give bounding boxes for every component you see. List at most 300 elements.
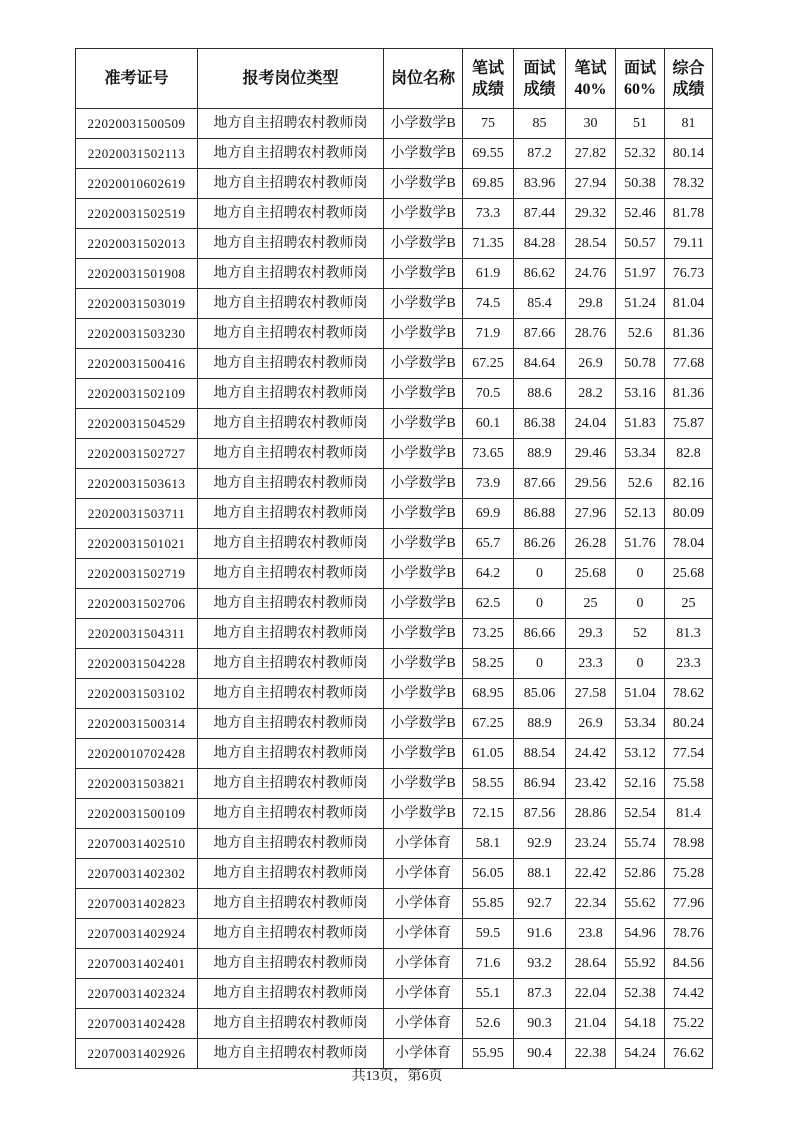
cell-written-40: 22.38 xyxy=(566,1039,616,1069)
cell-position-name: 小学数学B xyxy=(384,139,463,169)
cell-written-40: 26.9 xyxy=(566,709,616,739)
cell-interview-score: 87.44 xyxy=(514,199,566,229)
cell-written-score: 58.1 xyxy=(463,829,514,859)
cell-written-40: 28.86 xyxy=(566,799,616,829)
cell-interview-score: 83.96 xyxy=(514,169,566,199)
cell-exam-id: 22070031402302 xyxy=(76,859,198,889)
table-row xyxy=(76,1039,713,1069)
cell-interview-60: 53.34 xyxy=(616,709,665,739)
cell-interview-60: 54.96 xyxy=(616,919,665,949)
cell-written-score: 55.85 xyxy=(463,889,514,919)
cell-total-score: 75.22 xyxy=(665,1009,713,1039)
cell-interview-score: 92.9 xyxy=(514,829,566,859)
cell-written-40: 27.58 xyxy=(566,679,616,709)
cell-written-score: 58.25 xyxy=(463,649,514,679)
cell-exam-id: 22020031503102 xyxy=(76,679,198,709)
cell-written-score: 72.15 xyxy=(463,799,514,829)
cell-position-type: 地方自主招聘农村教师岗 xyxy=(198,349,384,379)
cell-written-score: 69.55 xyxy=(463,139,514,169)
cell-written-40: 24.42 xyxy=(566,739,616,769)
cell-interview-60: 54.24 xyxy=(616,1039,665,1069)
table-row xyxy=(76,679,713,709)
cell-exam-id: 22070031402401 xyxy=(76,949,198,979)
cell-interview-60: 51.04 xyxy=(616,679,665,709)
col-header-position-type: 报考岗位类型 xyxy=(198,49,384,109)
cell-position-type: 地方自主招聘农村教师岗 xyxy=(198,199,384,229)
cell-interview-60: 53.12 xyxy=(616,739,665,769)
cell-written-40: 29.32 xyxy=(566,199,616,229)
cell-position-name: 小学数学B xyxy=(384,559,463,589)
cell-interview-score: 88.9 xyxy=(514,439,566,469)
cell-position-type: 地方自主招聘农村教师岗 xyxy=(198,139,384,169)
table-body xyxy=(76,109,713,1069)
cell-position-type: 地方自主招聘农村教师岗 xyxy=(198,709,384,739)
cell-position-type: 地方自主招聘农村教师岗 xyxy=(198,109,384,139)
cell-interview-score: 86.62 xyxy=(514,259,566,289)
table-row xyxy=(76,199,713,229)
cell-interview-score: 86.66 xyxy=(514,619,566,649)
table-row xyxy=(76,349,713,379)
cell-exam-id: 22020031503613 xyxy=(76,469,198,499)
table-row xyxy=(76,979,713,1009)
table-row xyxy=(76,559,713,589)
cell-interview-score: 90.4 xyxy=(514,1039,566,1069)
col-header-written-40: 笔试 40% xyxy=(566,49,616,109)
cell-position-name: 小学数学B xyxy=(384,649,463,679)
cell-exam-id: 22020031500109 xyxy=(76,799,198,829)
cell-interview-60: 51.24 xyxy=(616,289,665,319)
cell-interview-score: 93.2 xyxy=(514,949,566,979)
cell-interview-60: 54.18 xyxy=(616,1009,665,1039)
cell-written-score: 73.9 xyxy=(463,469,514,499)
cell-exam-id: 22020010702428 xyxy=(76,739,198,769)
cell-exam-id: 22020031503019 xyxy=(76,289,198,319)
cell-total-score: 82.8 xyxy=(665,439,713,469)
cell-position-type: 地方自主招聘农村教师岗 xyxy=(198,829,384,859)
cell-written-score: 71.6 xyxy=(463,949,514,979)
cell-written-40: 27.96 xyxy=(566,499,616,529)
table-row xyxy=(76,619,713,649)
cell-position-name: 小学数学B xyxy=(384,259,463,289)
cell-position-type: 地方自主招聘农村教师岗 xyxy=(198,529,384,559)
cell-written-40: 22.04 xyxy=(566,979,616,1009)
cell-exam-id: 22020010602619 xyxy=(76,169,198,199)
cell-total-score: 77.68 xyxy=(665,349,713,379)
cell-exam-id: 22020031502109 xyxy=(76,379,198,409)
cell-position-type: 地方自主招聘农村教师岗 xyxy=(198,649,384,679)
cell-interview-score: 85 xyxy=(514,109,566,139)
table-row xyxy=(76,709,713,739)
cell-total-score: 82.16 xyxy=(665,469,713,499)
col-header-interview-score: 面试 成绩 xyxy=(514,49,566,109)
cell-position-name: 小学数学B xyxy=(384,169,463,199)
cell-written-40: 26.28 xyxy=(566,529,616,559)
cell-written-40: 27.94 xyxy=(566,169,616,199)
cell-position-type: 地方自主招聘农村教师岗 xyxy=(198,469,384,499)
cell-total-score: 84.56 xyxy=(665,949,713,979)
cell-interview-60: 52 xyxy=(616,619,665,649)
cell-written-score: 74.5 xyxy=(463,289,514,319)
cell-written-40: 27.82 xyxy=(566,139,616,169)
cell-total-score: 81.04 xyxy=(665,289,713,319)
cell-written-score: 62.5 xyxy=(463,589,514,619)
cell-interview-score: 87.66 xyxy=(514,319,566,349)
cell-total-score: 78.04 xyxy=(665,529,713,559)
cell-written-score: 69.9 xyxy=(463,499,514,529)
cell-interview-60: 50.78 xyxy=(616,349,665,379)
cell-total-score: 25 xyxy=(665,589,713,619)
cell-position-name: 小学数学B xyxy=(384,679,463,709)
cell-interview-60: 52.13 xyxy=(616,499,665,529)
cell-interview-60: 0 xyxy=(616,589,665,619)
cell-written-score: 55.95 xyxy=(463,1039,514,1069)
cell-written-40: 23.8 xyxy=(566,919,616,949)
cell-exam-id: 22020031504529 xyxy=(76,409,198,439)
cell-interview-score: 0 xyxy=(514,589,566,619)
cell-interview-60: 52.16 xyxy=(616,769,665,799)
cell-total-score: 78.32 xyxy=(665,169,713,199)
col-header-total-score: 综合 成绩 xyxy=(665,49,713,109)
cell-total-score: 80.24 xyxy=(665,709,713,739)
cell-position-type: 地方自主招聘农村教师岗 xyxy=(198,379,384,409)
cell-exam-id: 22020031502113 xyxy=(76,139,198,169)
cell-exam-id: 22020031501908 xyxy=(76,259,198,289)
cell-position-name: 小学体育 xyxy=(384,1039,463,1069)
cell-position-type: 地方自主招聘农村教师岗 xyxy=(198,259,384,289)
table-row xyxy=(76,469,713,499)
cell-interview-60: 52.6 xyxy=(616,469,665,499)
cell-interview-60: 52.54 xyxy=(616,799,665,829)
cell-interview-score: 86.38 xyxy=(514,409,566,439)
cell-interview-60: 55.74 xyxy=(616,829,665,859)
cell-position-name: 小学体育 xyxy=(384,889,463,919)
cell-interview-score: 87.66 xyxy=(514,469,566,499)
cell-written-40: 29.56 xyxy=(566,469,616,499)
cell-interview-60: 50.57 xyxy=(616,229,665,259)
table-row xyxy=(76,889,713,919)
page-number-footer: 共13页，第6页 xyxy=(351,1069,443,1084)
cell-position-name: 小学数学B xyxy=(384,349,463,379)
table-row xyxy=(76,379,713,409)
cell-interview-score: 85.06 xyxy=(514,679,566,709)
table-row xyxy=(76,769,713,799)
table-row xyxy=(76,319,713,349)
cell-written-score: 71.9 xyxy=(463,319,514,349)
cell-written-score: 52.6 xyxy=(463,1009,514,1039)
cell-position-type: 地方自主招聘农村教师岗 xyxy=(198,919,384,949)
cell-written-score: 65.7 xyxy=(463,529,514,559)
cell-interview-score: 87.56 xyxy=(514,799,566,829)
cell-position-name: 小学体育 xyxy=(384,859,463,889)
cell-exam-id: 22070031402510 xyxy=(76,829,198,859)
cell-interview-score: 85.4 xyxy=(514,289,566,319)
table-row xyxy=(76,589,713,619)
cell-position-name: 小学数学B xyxy=(384,739,463,769)
cell-interview-score: 88.54 xyxy=(514,739,566,769)
col-header-exam-id: 准考证号 xyxy=(76,49,198,109)
table-row xyxy=(76,499,713,529)
cell-interview-60: 51 xyxy=(616,109,665,139)
cell-interview-score: 86.94 xyxy=(514,769,566,799)
cell-interview-score: 0 xyxy=(514,559,566,589)
cell-position-type: 地方自主招聘农村教师岗 xyxy=(198,499,384,529)
cell-interview-60: 0 xyxy=(616,649,665,679)
cell-interview-60: 53.34 xyxy=(616,439,665,469)
cell-written-score: 60.1 xyxy=(463,409,514,439)
cell-interview-score: 86.88 xyxy=(514,499,566,529)
cell-written-40: 22.42 xyxy=(566,859,616,889)
cell-position-type: 地方自主招聘农村教师岗 xyxy=(198,559,384,589)
cell-interview-60: 50.38 xyxy=(616,169,665,199)
cell-total-score: 81.78 xyxy=(665,199,713,229)
cell-written-score: 59.5 xyxy=(463,919,514,949)
cell-position-type: 地方自主招聘农村教师岗 xyxy=(198,1039,384,1069)
cell-total-score: 78.62 xyxy=(665,679,713,709)
cell-exam-id: 22020031503230 xyxy=(76,319,198,349)
cell-position-name: 小学数学B xyxy=(384,799,463,829)
cell-interview-score: 90.3 xyxy=(514,1009,566,1039)
cell-written-40: 22.34 xyxy=(566,889,616,919)
col-header-interview-60: 面试 60% xyxy=(616,49,665,109)
cell-position-type: 地方自主招聘农村教师岗 xyxy=(198,589,384,619)
cell-total-score: 78.98 xyxy=(665,829,713,859)
cell-position-name: 小学体育 xyxy=(384,1009,463,1039)
cell-written-score: 67.25 xyxy=(463,709,514,739)
cell-position-type: 地方自主招聘农村教师岗 xyxy=(198,679,384,709)
cell-position-name: 小学数学B xyxy=(384,109,463,139)
cell-position-name: 小学数学B xyxy=(384,229,463,259)
table-row xyxy=(76,439,713,469)
cell-written-score: 67.25 xyxy=(463,349,514,379)
cell-written-score: 55.1 xyxy=(463,979,514,1009)
cell-written-score: 73.3 xyxy=(463,199,514,229)
table-row xyxy=(76,409,713,439)
table-row xyxy=(76,949,713,979)
cell-interview-score: 0 xyxy=(514,649,566,679)
cell-position-name: 小学数学B xyxy=(384,199,463,229)
cell-total-score: 81.4 xyxy=(665,799,713,829)
col-header-position-name: 岗位名称 xyxy=(384,49,463,109)
cell-exam-id: 22020031501021 xyxy=(76,529,198,559)
cell-total-score: 76.73 xyxy=(665,259,713,289)
cell-written-40: 28.64 xyxy=(566,949,616,979)
cell-exam-id: 22070031402823 xyxy=(76,889,198,919)
cell-position-name: 小学体育 xyxy=(384,919,463,949)
table-row xyxy=(76,169,713,199)
cell-exam-id: 22070031402324 xyxy=(76,979,198,1009)
table-row xyxy=(76,799,713,829)
cell-total-score: 80.14 xyxy=(665,139,713,169)
cell-total-score: 74.42 xyxy=(665,979,713,1009)
cell-written-40: 29.8 xyxy=(566,289,616,319)
cell-exam-id: 22070031402924 xyxy=(76,919,198,949)
cell-exam-id: 22070031402428 xyxy=(76,1009,198,1039)
cell-interview-score: 84.28 xyxy=(514,229,566,259)
table-row xyxy=(76,109,713,139)
cell-total-score: 75.28 xyxy=(665,859,713,889)
score-table xyxy=(75,48,713,1069)
cell-exam-id: 22020031500509 xyxy=(76,109,198,139)
cell-written-score: 71.35 xyxy=(463,229,514,259)
cell-written-40: 29.3 xyxy=(566,619,616,649)
cell-position-type: 地方自主招聘农村教师岗 xyxy=(198,859,384,889)
cell-written-40: 25 xyxy=(566,589,616,619)
cell-total-score: 75.58 xyxy=(665,769,713,799)
cell-written-40: 25.68 xyxy=(566,559,616,589)
cell-written-40: 28.76 xyxy=(566,319,616,349)
cell-interview-score: 84.64 xyxy=(514,349,566,379)
table-row xyxy=(76,829,713,859)
cell-exam-id: 22020031502727 xyxy=(76,439,198,469)
cell-written-40: 26.9 xyxy=(566,349,616,379)
cell-total-score: 79.11 xyxy=(665,229,713,259)
cell-interview-score: 86.26 xyxy=(514,529,566,559)
cell-total-score: 81.3 xyxy=(665,619,713,649)
cell-position-name: 小学数学B xyxy=(384,589,463,619)
cell-exam-id: 22020031502706 xyxy=(76,589,198,619)
cell-exam-id: 22020031502719 xyxy=(76,559,198,589)
cell-total-score: 80.09 xyxy=(665,499,713,529)
cell-interview-60: 52.86 xyxy=(616,859,665,889)
cell-interview-60: 51.83 xyxy=(616,409,665,439)
cell-interview-60: 52.32 xyxy=(616,139,665,169)
cell-written-40: 23.3 xyxy=(566,649,616,679)
cell-position-type: 地方自主招聘农村教师岗 xyxy=(198,979,384,1009)
cell-position-type: 地方自主招聘农村教师岗 xyxy=(198,229,384,259)
cell-total-score: 81.36 xyxy=(665,319,713,349)
cell-position-name: 小学数学B xyxy=(384,439,463,469)
cell-interview-60: 51.76 xyxy=(616,529,665,559)
cell-written-score: 61.9 xyxy=(463,259,514,289)
cell-position-type: 地方自主招聘农村教师岗 xyxy=(198,319,384,349)
cell-written-score: 58.55 xyxy=(463,769,514,799)
cell-position-type: 地方自主招聘农村教师岗 xyxy=(198,439,384,469)
cell-position-name: 小学数学B xyxy=(384,469,463,499)
table-row xyxy=(76,1009,713,1039)
table-row xyxy=(76,529,713,559)
table-row xyxy=(76,859,713,889)
cell-total-score: 23.3 xyxy=(665,649,713,679)
cell-written-40: 23.24 xyxy=(566,829,616,859)
cell-interview-60: 0 xyxy=(616,559,665,589)
cell-interview-60: 52.46 xyxy=(616,199,665,229)
cell-position-name: 小学数学B xyxy=(384,289,463,319)
col-header-written-score: 笔试 成绩 xyxy=(463,49,514,109)
cell-interview-score: 92.7 xyxy=(514,889,566,919)
cell-written-40: 24.76 xyxy=(566,259,616,289)
cell-interview-score: 91.6 xyxy=(514,919,566,949)
table-row xyxy=(76,289,713,319)
cell-total-score: 75.87 xyxy=(665,409,713,439)
cell-exam-id: 22020031503711 xyxy=(76,499,198,529)
cell-written-40: 21.04 xyxy=(566,1009,616,1039)
cell-position-type: 地方自主招聘农村教师岗 xyxy=(198,619,384,649)
cell-position-type: 地方自主招聘农村教师岗 xyxy=(198,1009,384,1039)
cell-total-score: 77.54 xyxy=(665,739,713,769)
cell-position-name: 小学数学B xyxy=(384,499,463,529)
cell-exam-id: 22020031503821 xyxy=(76,769,198,799)
cell-position-type: 地方自主招聘农村教师岗 xyxy=(198,169,384,199)
cell-position-type: 地方自主招聘农村教师岗 xyxy=(198,799,384,829)
cell-exam-id: 22020031500416 xyxy=(76,349,198,379)
table-row xyxy=(76,919,713,949)
cell-written-score: 69.85 xyxy=(463,169,514,199)
cell-position-type: 地方自主招聘农村教师岗 xyxy=(198,289,384,319)
cell-position-name: 小学数学B xyxy=(384,709,463,739)
cell-written-40: 30 xyxy=(566,109,616,139)
cell-interview-60: 53.16 xyxy=(616,379,665,409)
table-row xyxy=(76,139,713,169)
cell-written-score: 73.25 xyxy=(463,619,514,649)
cell-interview-60: 52.38 xyxy=(616,979,665,1009)
cell-position-name: 小学体育 xyxy=(384,949,463,979)
cell-interview-score: 88.6 xyxy=(514,379,566,409)
cell-written-score: 56.05 xyxy=(463,859,514,889)
cell-interview-60: 55.92 xyxy=(616,949,665,979)
cell-position-name: 小学数学B xyxy=(384,529,463,559)
cell-position-name: 小学体育 xyxy=(384,979,463,1009)
table-row xyxy=(76,259,713,289)
cell-total-score: 81 xyxy=(665,109,713,139)
cell-interview-score: 88.1 xyxy=(514,859,566,889)
cell-written-score: 75 xyxy=(463,109,514,139)
cell-position-name: 小学数学B xyxy=(384,619,463,649)
cell-position-type: 地方自主招聘农村教师岗 xyxy=(198,409,384,439)
cell-total-score: 78.76 xyxy=(665,919,713,949)
cell-position-name: 小学数学B xyxy=(384,379,463,409)
table-row xyxy=(76,229,713,259)
cell-position-name: 小学数学B xyxy=(384,769,463,799)
cell-exam-id: 22020031500314 xyxy=(76,709,198,739)
cell-exam-id: 22070031402926 xyxy=(76,1039,198,1069)
cell-exam-id: 22020031502013 xyxy=(76,229,198,259)
cell-position-name: 小学数学B xyxy=(384,409,463,439)
cell-exam-id: 22020031504228 xyxy=(76,649,198,679)
cell-written-score: 70.5 xyxy=(463,379,514,409)
cell-interview-60: 52.6 xyxy=(616,319,665,349)
cell-position-name: 小学数学B xyxy=(384,319,463,349)
table-row xyxy=(76,739,713,769)
cell-exam-id: 22020031504311 xyxy=(76,619,198,649)
cell-position-type: 地方自主招聘农村教师岗 xyxy=(198,889,384,919)
cell-interview-score: 88.9 xyxy=(514,709,566,739)
cell-written-score: 68.95 xyxy=(463,679,514,709)
cell-position-type: 地方自主招聘农村教师岗 xyxy=(198,739,384,769)
cell-total-score: 81.36 xyxy=(665,379,713,409)
cell-total-score: 77.96 xyxy=(665,889,713,919)
table-header-row xyxy=(76,49,713,109)
cell-written-score: 64.2 xyxy=(463,559,514,589)
cell-interview-60: 51.97 xyxy=(616,259,665,289)
cell-interview-60: 55.62 xyxy=(616,889,665,919)
cell-written-score: 73.65 xyxy=(463,439,514,469)
cell-interview-score: 87.2 xyxy=(514,139,566,169)
cell-total-score: 76.62 xyxy=(665,1039,713,1069)
cell-written-40: 28.2 xyxy=(566,379,616,409)
cell-position-name: 小学体育 xyxy=(384,829,463,859)
table-row xyxy=(76,649,713,679)
cell-position-type: 地方自主招聘农村教师岗 xyxy=(198,949,384,979)
cell-exam-id: 22020031502519 xyxy=(76,199,198,229)
cell-written-40: 29.46 xyxy=(566,439,616,469)
cell-written-40: 24.04 xyxy=(566,409,616,439)
cell-written-score: 61.05 xyxy=(463,739,514,769)
cell-written-40: 23.42 xyxy=(566,769,616,799)
cell-written-40: 28.54 xyxy=(566,229,616,259)
cell-position-type: 地方自主招聘农村教师岗 xyxy=(198,769,384,799)
cell-interview-score: 87.3 xyxy=(514,979,566,1009)
cell-total-score: 25.68 xyxy=(665,559,713,589)
